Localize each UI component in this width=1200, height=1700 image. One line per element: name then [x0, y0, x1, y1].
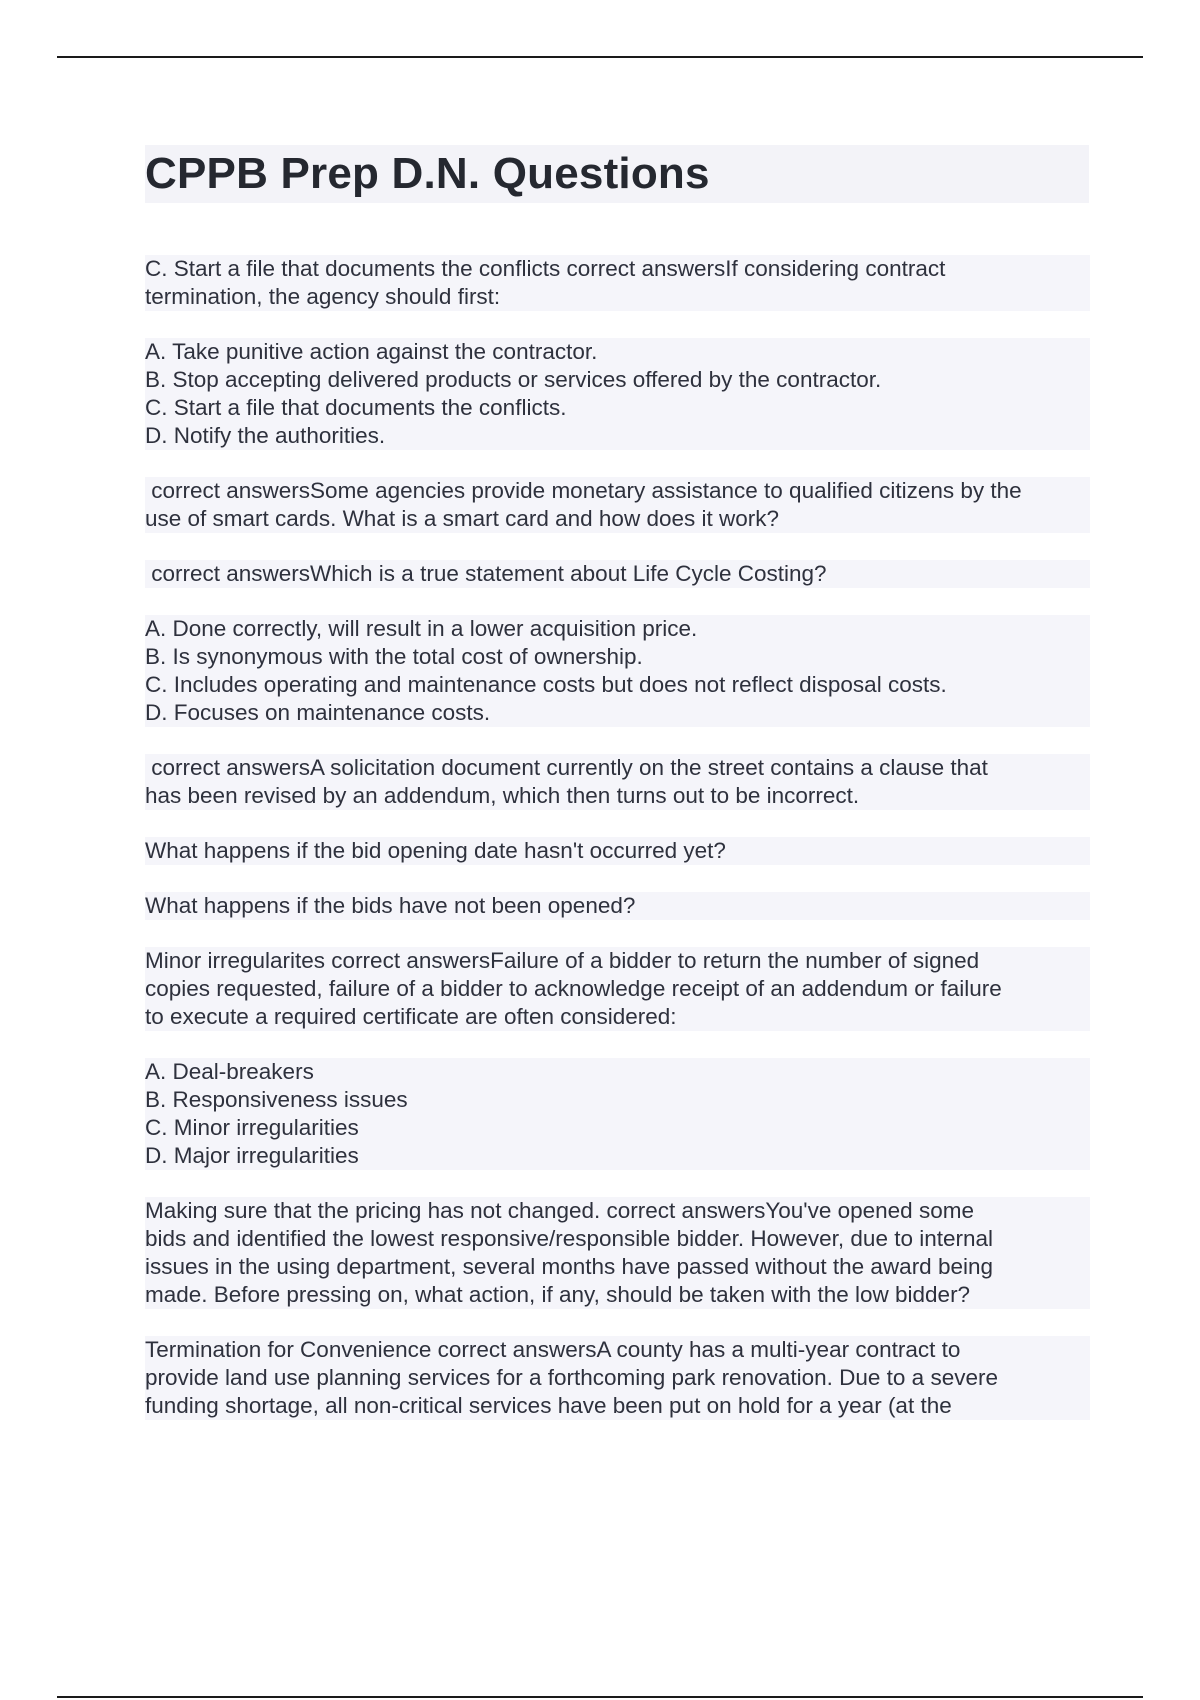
answer-options — [145, 1058, 1090, 1170]
text-line: provide land use planning services for a forthcoming park renovation. Due to a severe — [145, 1364, 1090, 1392]
option-line: B. Is synonymous with the total cost of ownership. — [145, 643, 1090, 671]
option-line: D. Notify the authorities. — [145, 422, 1090, 450]
text-line: C. Start a file that documents the conflicts correct answersIf considering contract — [145, 255, 1090, 283]
document-body — [145, 255, 1090, 1420]
question-paragraph — [145, 837, 1090, 865]
option-line: D. Focuses on maintenance costs. — [145, 699, 1090, 727]
text-line: issues in the using department, several months have passed without the award being — [145, 1253, 1090, 1281]
option-line: A. Deal-breakers — [145, 1058, 1090, 1086]
option-line: C. Minor irregularities — [145, 1114, 1090, 1142]
option-line: B. Stop accepting delivered products or services offered by the contractor. — [145, 366, 1090, 394]
option-line: D. Major irregularities — [145, 1142, 1090, 1170]
title-banner — [145, 145, 1089, 203]
text-line: What happens if the bid opening date hasn't occurred yet? — [145, 837, 1090, 865]
text-line: bids and identified the lowest responsive/responsible bidder. However, due to internal — [145, 1225, 1090, 1253]
page-title: CPPB Prep D.N. Questions — [145, 149, 710, 198]
question-paragraph — [145, 1336, 1090, 1420]
bottom-rule — [57, 1696, 1143, 1698]
option-line: A. Take punitive action against the contractor. — [145, 338, 1090, 366]
question-paragraph — [145, 947, 1090, 1031]
text-line: correct answersWhich is a true statement about Life Cycle Costing? — [145, 560, 1090, 588]
text-line: termination, the agency should first: — [145, 283, 1090, 311]
text-line: Making sure that the pricing has not changed. correct answersYou've opened some — [145, 1197, 1090, 1225]
text-line: What happens if the bids have not been opened? — [145, 892, 1090, 920]
top-rule — [57, 56, 1143, 58]
option-line: C. Start a file that documents the conflicts. — [145, 394, 1090, 422]
question-paragraph — [145, 477, 1090, 533]
question-paragraph — [145, 560, 1090, 588]
text-line: has been revised by an addendum, which then turns out to be incorrect. — [145, 782, 1090, 810]
text-line: made. Before pressing on, what action, if any, should be taken with the low bidder? — [145, 1281, 1090, 1309]
question-paragraph — [145, 1197, 1090, 1309]
text-line: copies requested, failure of a bidder to acknowledge receipt of an addendum or failure — [145, 975, 1090, 1003]
page-content — [145, 145, 1090, 1447]
question-paragraph — [145, 255, 1090, 311]
question-paragraph — [145, 892, 1090, 920]
text-line: correct answersA solicitation document currently on the street contains a clause that — [145, 754, 1090, 782]
text-line: correct answersSome agencies provide monetary assistance to qualified citizens by the — [145, 477, 1090, 505]
option-line: A. Done correctly, will result in a lower acquisition price. — [145, 615, 1090, 643]
question-paragraph — [145, 754, 1090, 810]
text-line: Minor irregularites correct answersFailure of a bidder to return the number of signed — [145, 947, 1090, 975]
answer-options — [145, 338, 1090, 450]
text-line: use of smart cards. What is a smart card and how does it work? — [145, 505, 1090, 533]
text-line: Termination for Convenience correct answersA county has a multi-year contract to — [145, 1336, 1090, 1364]
text-line: funding shortage, all non-critical services have been put on hold for a year (at the — [145, 1392, 1090, 1420]
option-line: C. Includes operating and maintenance costs but does not reflect disposal costs. — [145, 671, 1090, 699]
text-line: to execute a required certificate are often considered: — [145, 1003, 1090, 1031]
answer-options — [145, 615, 1090, 727]
option-line: B. Responsiveness issues — [145, 1086, 1090, 1114]
